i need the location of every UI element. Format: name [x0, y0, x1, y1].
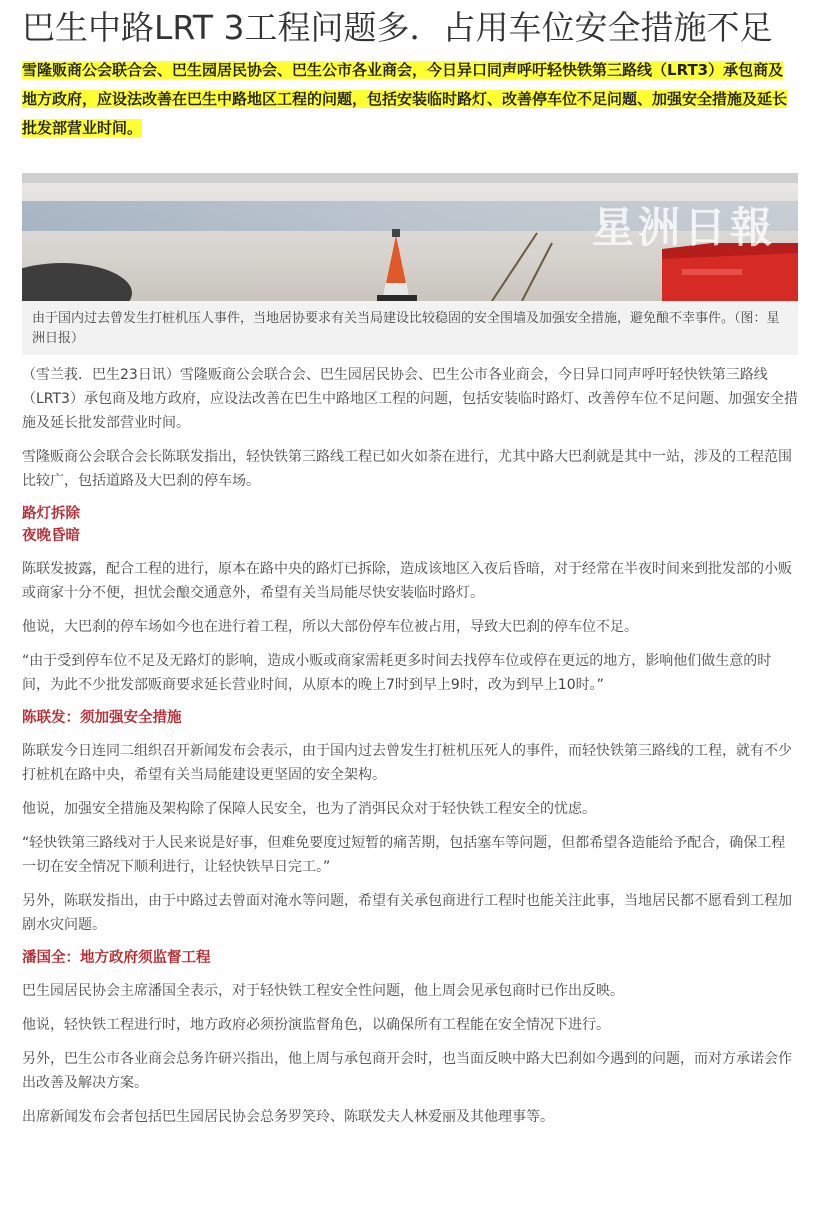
paragraph-7: 他说，加强安全措施及架构除了保障人民安全，也为了消弭民众对于轻快铁工程安全的忧虑。 [22, 801, 596, 817]
paragraph-5: “由于受到停车位不足及无路灯的影响，造成小贩或商家需耗更多时间去找停车位或停在更远的地方，影响他们做生意的时间，为此不少批发部贩商要求延长营业时间，从原本的晚上7时到早上9时，改为到早上10时。” [22, 653, 772, 693]
paragraph-6: 陈联发今日连同二组织召开新闻发布会表示，由于国内过去曾发生打桩机压死人的事件，而轻快铁第三路线的工程，就有不少打桩机在路中央，希望有关当局能建设更坚固的安全架构。 [22, 743, 792, 783]
subheading-safety: 陈联发：须加强安全措施 [22, 710, 182, 726]
photo-caption: 由于国内过去曾发生打桩机压人事件，当地居协要求有关当局建设比较稳固的安全围墙及加强安全措施，避免酿不幸事件。（图：星洲日报） [22, 301, 798, 355]
paragraph-8: “轻快铁第三路线对于人民来说是好事，但难免要度过短暂的痛苦期，包括塞车等问题，但都希望各造能给予配合，确保工程一切在安全情况下顺利进行，让轻快铁早日完工。” [22, 835, 786, 875]
paragraph-4: 他说，大巴刹的停车场如今也在进行着工程，所以大部份停车位被占用，导致大巴刹的停车位不足。 [22, 619, 638, 635]
article-lead [22, 56, 798, 143]
article-title: 巴生中路LRT 3工程问题多．占用车位安全措施不足 [22, 8, 773, 47]
subheading-supervision: 潘国全：地方政府须监督工程 [22, 950, 211, 966]
paragraph-9: 另外，陈联发指出，由于中路过去曾面对淹水等问题，希望有关承包商进行工程时也能关注此事，当地居民都不愿看到工程加剧水灾问题。 [22, 893, 792, 933]
article-photo[interactable] [22, 173, 798, 301]
paragraph-1: （雪兰莪．巴生23日讯）雪隆贩商公会联合会、巴生园居民协会、巴生公市各业商会，今日异口同声呼吁轻快铁第三路线（LRT3）承包商及地方政府，应设法改善在巴生中路地区工程的问题，包括安装临时路灯、改善停车位不足问题、加强安全措施及延长批发部营业时间。 [22, 367, 798, 431]
paragraph-3: 陈联发披露，配合工程的进行，原本在路中央的路灯已拆除，造成该地区入夜后昏暗，对于经常在半夜时间来到批发部的小贩或商家十分不便，担忧会酿交通意外，希望有关当局能尽快安装临时路灯。 [22, 561, 792, 601]
article-photo-figure [22, 173, 798, 355]
paragraph-10: 巴生园居民协会主席潘国全表示，对于轻快铁工程安全性问题，他上周会见承包商时已作出反映。 [22, 983, 624, 999]
paragraph-13: 出席新闻发布会者包括巴生园居民协会总务罗笑玲、陈联发夫人林爱丽及其他理事等。 [22, 1109, 554, 1125]
photo-watermark: 星洲日報 [591, 203, 776, 252]
lead-highlight: 雪隆贩商公会联合会、巴生园居民协会、巴生公市各业商会，今日异口同声呼吁轻快铁第三路线（LRT3）承包商及地方政府，应设法改善在巴生中路地区工程的问题，包括安装临时路灯、改善停车位不足问题、加强安全措施及延长批发部营业时间。 [22, 61, 788, 137]
subheading-street-lights [22, 503, 798, 547]
paragraph-12: 另外，巴生公市各业商会总务许研兴指出，他上周与承包商开会时，也当面反映中路大巴刹如今遇到的问题，而对方承诺会作出改善及解决方案。 [22, 1051, 792, 1091]
paragraph-11: 他说，轻快铁工程进行时，地方政府必须扮演监督角色，以确保所有工程能在安全情况下进行。 [22, 1017, 610, 1033]
subheading-line-2: 夜晚昏暗 [22, 528, 80, 544]
article [22, 8, 798, 1129]
subheading-line-1: 路灯拆除 [22, 506, 80, 522]
paragraph-2: 雪隆贩商公会联合会长陈联发指出，轻快铁第三路线工程已如火如荼在进行，尤其中路大巴刹就是其中一站，涉及的工程范围比较广，包括道路及大巴刹的停车场。 [22, 449, 792, 489]
